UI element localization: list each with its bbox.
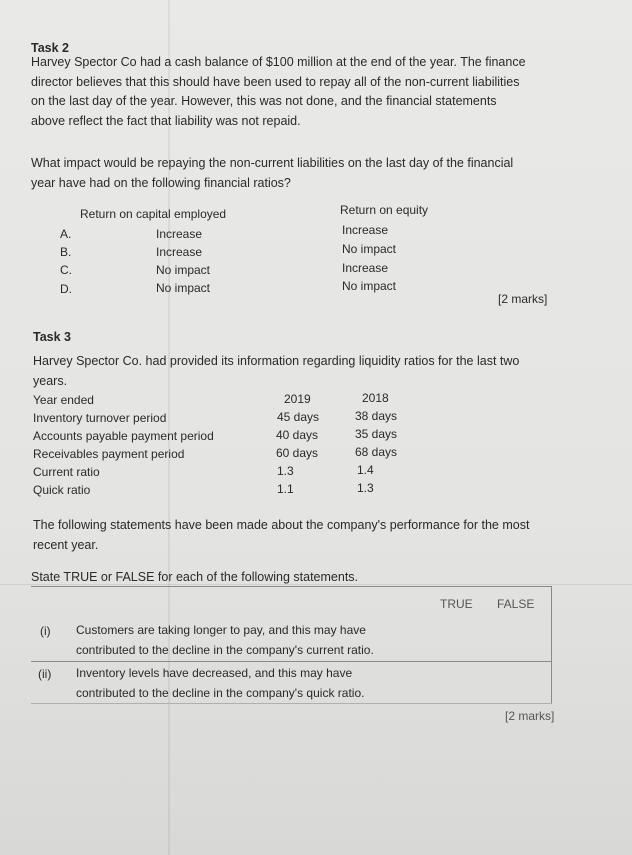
option-roce: Increase xyxy=(156,245,203,259)
true-answer-cell[interactable] xyxy=(440,664,480,700)
statement-intro xyxy=(33,516,529,555)
text-line: director believes that this should have been used to repay all of the non-current liabilities xyxy=(31,74,520,89)
option-roce: No impact xyxy=(156,281,211,295)
text-line: Harvey Spector Co had a cash balance of $100 million at the end of the year. The finance xyxy=(31,55,526,69)
text-line: The following statements have been made about the company's performance for the most xyxy=(33,518,530,532)
option-roe: Increase xyxy=(342,261,389,275)
table-cell-2018: 1.3 xyxy=(357,481,374,495)
text-line: Harvey Spector Co. had provided its information regarding liquidity ratios for the last two xyxy=(33,354,520,368)
option-letter: C. xyxy=(60,263,72,277)
task2-heading: Task 2 xyxy=(31,41,69,55)
option-letter: A. xyxy=(60,227,72,241)
option-letter: B. xyxy=(60,245,72,259)
table-cell-2018: 38 days xyxy=(355,409,398,423)
table-cell-2019: 40 days xyxy=(276,428,319,442)
table-cell-2019: 45 days xyxy=(277,410,320,424)
instruction-text: State TRUE or FALSE for each of the following statements. xyxy=(31,570,359,584)
text-line: contributed to the decline in the company's quick ratio. xyxy=(76,685,365,700)
text-line: on the last day of the year. However, this was not done, and the financial statements xyxy=(31,94,497,108)
col-header-roe: Return on equity xyxy=(340,203,429,217)
task2-paragraph xyxy=(31,53,526,131)
task2-question xyxy=(31,154,513,193)
statement-number: (ii) xyxy=(38,667,52,681)
text-line: What impact would be repaying the non-current liabilities on the last day of the financial xyxy=(31,156,514,170)
false-column-header: FALSE xyxy=(497,597,535,611)
false-answer-cell[interactable] xyxy=(497,664,545,700)
false-answer-cell[interactable] xyxy=(497,615,545,651)
task3-intro xyxy=(33,352,519,391)
text-line: contributed to the decline in the company's current ratio. xyxy=(76,642,374,657)
true-answer-cell[interactable] xyxy=(440,615,480,651)
table-row-divider xyxy=(31,661,552,662)
text-line: recent year. xyxy=(33,537,99,552)
table-cell-2019: 60 days xyxy=(276,446,319,460)
table-cell-2019: 1.3 xyxy=(277,464,294,478)
statement-number: (i) xyxy=(40,624,51,638)
text-line: Customers are taking longer to pay, and this may have xyxy=(76,623,366,637)
table-row-label: Receivables payment period xyxy=(33,447,185,461)
table-header-2019: 2019 xyxy=(284,392,311,406)
table-row-label: Inventory turnover period xyxy=(33,411,167,425)
option-roe: No impact xyxy=(342,242,397,256)
table-header-2018: 2018 xyxy=(362,391,389,405)
statement-text xyxy=(76,664,364,703)
col-header-roce: Return on capital employed xyxy=(80,207,227,221)
true-column-header: TRUE xyxy=(440,597,473,611)
table-row-label: Accounts payable payment period xyxy=(33,429,214,443)
text-line: Inventory levels have decreased, and this may have xyxy=(76,666,353,680)
table-cell-2019: 1.1 xyxy=(277,482,294,496)
table-top-border xyxy=(31,586,552,587)
option-roce: Increase xyxy=(156,227,203,241)
text-line: year have had on the following financial ratios? xyxy=(31,175,291,190)
task2-marks: [2 marks] xyxy=(498,292,548,306)
task3-heading: Task 3 xyxy=(33,330,71,344)
option-roe: No impact xyxy=(342,279,397,293)
option-roce: No impact xyxy=(156,263,211,277)
option-letter: D. xyxy=(60,282,72,296)
table-cell-2018: 1.4 xyxy=(357,463,374,477)
table-cell-2018: 35 days xyxy=(355,427,398,441)
table-cell-2018: 68 days xyxy=(355,445,398,459)
table-bottom-border xyxy=(31,703,552,704)
option-roe: Increase xyxy=(342,223,389,237)
text-line: above reflect the fact that liability was not repaid. xyxy=(31,113,301,128)
table-row-label: Current ratio xyxy=(33,465,100,479)
text-line: years. xyxy=(33,373,68,388)
task3-marks: [2 marks] xyxy=(505,709,555,723)
table-right-border xyxy=(551,586,552,703)
table-header-label: Year ended xyxy=(33,393,94,407)
table-row-label: Quick ratio xyxy=(33,483,91,497)
statement-text xyxy=(76,621,374,660)
